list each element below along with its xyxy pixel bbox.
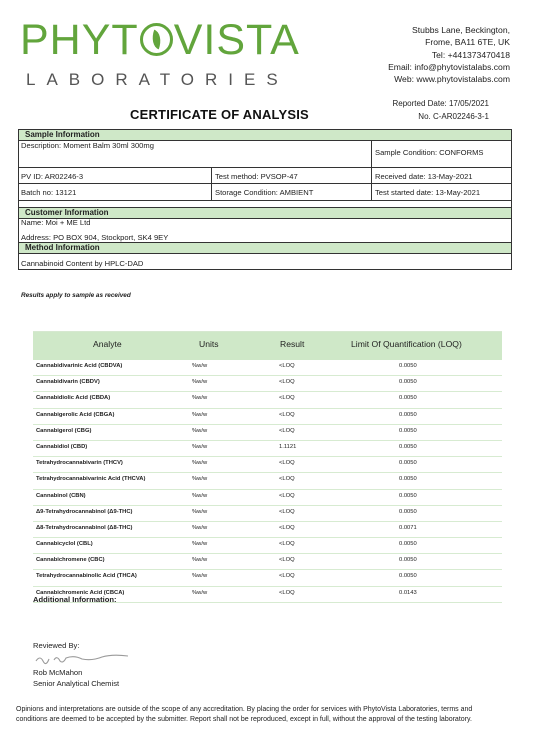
email[interactable]: Email: info@phytovistalabs.com [388,61,510,72]
result-cell: 1.1121 [279,443,297,450]
analyte-cell: Tetrahydrocannabivarinic Acid (THCVA) [36,476,146,483]
table-row [33,409,502,425]
additional-info-label: Additional Information: [33,595,117,604]
sample-condition: Sample Condition: CONFORMS [375,148,484,157]
telephone: Tel: +441373470418 [431,49,510,60]
column-header-analyte: Analyte [93,339,122,349]
customer-address: Address: PO BOX 904, Stockport, SK4 9EY [21,233,169,242]
table-row [33,457,502,473]
loq-cell: 0.0143 [399,589,417,596]
logo-text-part2: VISTA [173,16,300,64]
loq-cell: 0.0050 [399,492,417,499]
loq-cell: 0.0050 [399,508,417,515]
method-text: Cannabinoid Content by HPLC-DAD [21,259,144,268]
units-cell: %w/w [192,460,208,467]
received-date: Received date: 13-May-2021 [375,172,473,181]
loq-cell: 0.0050 [399,411,417,418]
units-cell: %w/w [192,443,208,450]
result-cell: <LOQ [279,541,295,548]
loq-cell: 0.0050 [399,427,417,434]
result-cell: <LOQ [279,573,295,580]
customer-name: Name: Moi + ME Ltd [21,218,91,227]
result-cell: <LOQ [279,589,295,596]
analyte-cell: Δ8-Tetrahydrocannabinol (Δ8-THC) [36,524,133,531]
table-row [33,376,502,392]
disclaimer-text: Opinions and interpretations are outside of the scope of any accreditation. By placing the order for services with PhytoVista Laboratories, terms and conditions are deemed to be accepted by the submitter. Report shall not be reproduced, except in full, without the approval of the testing laboratory. [16,706,473,723]
analyte-cell: Cannabigerolic Acid (CBGA) [36,411,115,418]
results-table [33,331,502,603]
analyte-cell: Cannabidiolic Acid (CBDA) [36,395,111,402]
loq-cell: 0.0050 [399,557,417,564]
table-row [33,506,502,522]
units-cell: %w/w [192,476,208,483]
method-info-header: Method Information [19,242,511,254]
analyte-cell: Δ9-Tetrahydrocannabinol (Δ9-THC) [36,508,133,515]
company-logo [20,18,300,62]
result-cell: <LOQ [279,395,295,402]
units-cell: %w/w [192,395,208,402]
analyte-cell: Cannabichromene (CBC) [36,557,105,564]
result-cell: <LOQ [279,411,295,418]
analyte-cell: Tetrahydrocannabinolic Acid (THCA) [36,573,137,580]
page-title: CERTIFICATE OF ANALYSIS [130,107,309,122]
loq-cell: 0.0050 [399,460,417,467]
units-cell: %w/w [192,573,208,580]
units-cell: %w/w [192,492,208,499]
column-header-result: Result [280,339,305,349]
logo-text-part1: PHYT [20,16,139,64]
table-row [33,392,502,408]
table-row [33,490,502,506]
address-line: Frome, BA11 6TE, UK [425,37,510,48]
batch-no: Batch no: 13121 [21,188,77,197]
units-cell: %w/w [192,411,208,418]
table-row [33,522,502,538]
loq-cell: 0.0050 [399,476,417,483]
loq-cell: 0.0050 [399,541,417,548]
sample-description: Description: Moment Balm 30ml 300mg [21,141,154,150]
result-cell: <LOQ [279,476,295,483]
sample-info-header: Sample Information [19,130,511,141]
table-row [33,554,502,570]
result-cell: <LOQ [279,379,295,386]
units-cell: %w/w [192,508,208,515]
analyte-cell: Cannabidivarin (CBDV) [36,379,100,386]
signature-image [34,652,134,666]
column-header-units: Units [199,339,219,349]
units-cell: %w/w [192,557,208,564]
units-cell: %w/w [192,541,208,548]
test-method: Test method: PVSOP-47 [215,172,298,181]
table-row [33,570,502,586]
table-row [33,425,502,441]
result-cell: <LOQ [279,427,295,434]
website[interactable]: Web: www.phytovistalabs.com [394,74,510,85]
table-row [33,441,502,457]
reported-date: Reported Date: 17/05/2021 [392,99,489,108]
sample-info-box [18,129,512,270]
units-cell: %w/w [192,589,208,596]
report-meta [392,97,489,123]
results-note: Results apply to sample as received [21,292,131,299]
test-started: Test started date: 13-May-2021 [375,188,481,197]
storage-condition: Storage Condition: AMBIENT [215,188,314,197]
loq-cell: 0.0050 [399,395,417,402]
company-address [290,24,510,85]
loq-cell: 0.0050 [399,573,417,580]
loq-cell: 0.0050 [399,363,417,369]
reviewer-title: Senior Analytical Chemist [33,679,120,688]
report-number: No. C-AR02246-3-1 [418,112,489,121]
table-row [33,538,502,554]
analyte-cell: Cannabichromenic Acid (CBCA) [36,589,125,596]
result-cell: <LOQ [279,524,295,531]
reviewer-name: Rob McMahon [33,668,83,677]
result-cell: <LOQ [279,363,295,369]
units-cell: %w/w [192,427,208,434]
column-header-loq: Limit Of Quantification (LOQ) [351,339,462,349]
analyte-cell: Cannabigerol (CBG) [36,427,92,434]
result-cell: <LOQ [279,557,295,564]
loq-cell: 0.0071 [399,524,417,531]
result-cell: <LOQ [279,508,295,515]
units-cell: %w/w [192,363,208,369]
leaf-icon [140,23,173,56]
units-cell: %w/w [192,379,208,386]
address-line: Stubbs Lane, Beckington, [412,25,510,35]
analyte-cell: Cannabidivarinic Acid (CBDVA) [36,363,123,369]
analyte-cell: Cannabicyclol (CBL) [36,541,93,548]
result-cell: <LOQ [279,460,295,467]
loq-cell: 0.0050 [399,443,417,450]
analyte-cell: Cannabinol (CBN) [36,492,86,499]
results-table-body [33,360,502,603]
table-row [33,473,502,489]
logo-subtitle: LABORATORIES [26,70,289,89]
analyte-cell: Cannabidiol (CBD) [36,443,88,450]
table-row [33,360,502,376]
pv-id: PV ID: AR02246-3 [21,172,84,181]
results-table-header [33,331,502,360]
units-cell: %w/w [192,524,208,531]
reviewed-by-label: Reviewed By: [33,641,80,650]
result-cell: <LOQ [279,492,295,499]
customer-info-header: Customer Information [19,207,511,219]
reviewer [33,667,119,689]
analyte-cell: Tetrahydrocannabivarin (THCV) [36,460,123,467]
loq-cell: 0.0050 [399,379,417,386]
